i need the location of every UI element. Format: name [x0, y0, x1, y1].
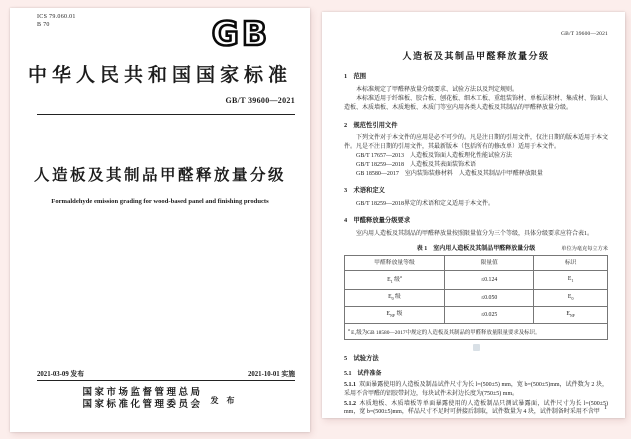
cover-bottom-rule [37, 380, 295, 381]
section-1-paragraph-2: 本标准适用于纤维板、胶合板、刨花板、细木工板、重组装饰材、单板层积材、集成材、饰面人造板、木质墙板、木质地板、木质门等室内用各类人造板及其制品的甲醛释放量分级。 [344, 96, 609, 111]
table-cell-mark: $E_1$ [534, 270, 608, 290]
section-4-paragraph-1: 室内用人造板及其制品的甲醛释放量按照限量值分为三个等级，具体分级要求应符合表1。 [356, 230, 594, 237]
table-cell-limit: ≤0.025 [444, 307, 533, 324]
cover-top-rule [37, 114, 295, 115]
table-header-row [345, 256, 608, 271]
ics-codes [37, 14, 76, 29]
publisher-block [10, 388, 310, 411]
document-title: 人造板及其制品甲醛释放量分级 [402, 50, 550, 61]
section-4-heading: 4 甲醛释放量分级要求 [344, 217, 411, 225]
table-header-grade: 甲醛释放量等级 [345, 256, 445, 271]
table-cell-mark: $E_0$ [534, 290, 608, 307]
table-caption: 表 1 室内用人造板及其制品甲醛释放量分级 [416, 245, 536, 252]
ics-code: ICS 79.060.01 [37, 14, 76, 20]
cover-title-cn: 人造板及其制品甲醛释放量分级 [33, 167, 286, 184]
cover-title-en: Formaldehyde emission grading for wood-based panel and finishing products [51, 198, 269, 205]
content-body [322, 12, 625, 417]
reference-item: GB/T 17657—2013 人造板及饰面人造板理化性能试验方法 [356, 153, 513, 160]
watermark-icon [473, 344, 480, 351]
section-5-1-heading: 5.1 试件准备 [344, 370, 382, 377]
table-cell-mark: $E_{NF}$ [534, 307, 608, 324]
cover-dates [37, 368, 295, 378]
publisher-line-1: 国家市场监督管理总局 [82, 388, 203, 398]
section-2-heading: 2 规范性引用文件 [344, 121, 398, 129]
publisher-line-2: 国家标准化管理委员会 [82, 399, 203, 410]
reference-item: GB 18580—2017 室内装饰装修材料 人造板及其制品中甲醛释放限量 [356, 170, 543, 177]
section-5-heading: 5 试验方法 [344, 355, 379, 363]
section-5-1-2-paragraph: 5.1.2 木质地板、木质墙板等单面暴露使用的人造板制品只测试暴露面，试件尺寸为长 l=(500±5) mm，宽 b=(500±5)mm，样品尺寸不足时可拼接后制取，试件数量为 4 块，试件制备时采用不含甲 [344, 400, 608, 416]
table-cell-grade: $E_1$ 级$^a$ [345, 270, 445, 290]
publish-label: 发 布 [210, 396, 238, 405]
implement-date: 2021-10-01 实施 [247, 371, 295, 378]
cover-page [10, 8, 310, 432]
table-header-limit: 限量值 [444, 256, 533, 271]
section-3-heading: 3 术语和定义 [344, 187, 385, 195]
standard-number: GB/T 39600—2021 [225, 96, 295, 105]
page-number: 1 [604, 405, 607, 411]
section-5-1-1-paragraph: 5.1.1 双面暴露使用的人造板及制品试件尺寸为长 l=(500±5) mm，宽 b=(500±5)mm，试件数为 2 块，采用不含甲醛的铝胶带封边，每块试件未封边长度为(750±5) mm。 [344, 382, 608, 398]
table-cell-grade: $E_0$ 级 [345, 290, 445, 307]
grading-table [344, 255, 608, 340]
table-row [345, 290, 608, 307]
table-header-mark: 标识 [534, 256, 608, 271]
running-header-standard-number: GB/T 39600—2021 [560, 31, 608, 37]
content-page [322, 12, 625, 418]
section-2-paragraph-1: 下列文件对于本文件的应用是必不可少的。凡是注日期的引用文件，仅注日期的版本适用于本文件。凡是不注日期的引用文件，其最新版本（包括所有的修改单）适用于本文件。 [344, 135, 609, 150]
table-row [345, 270, 608, 290]
issue-date: 2021-03-09 发布 [37, 371, 85, 378]
table-cell-limit: ≤0.050 [444, 290, 533, 307]
class-code: B 70 [37, 21, 50, 28]
reference-item: GB/T 18259—2018 人造板及其表面装饰术语 [356, 161, 477, 168]
table-cell-grade: $E_{NF}$ 级 [345, 307, 445, 324]
section-1-paragraph-1: 本标准规定了甲醛释放量分级要求、试验方法以及判定规则。 [356, 86, 519, 93]
section-3-paragraph-1: GB/T 18259—2018界定的术语和定义适用于本文件。 [356, 200, 495, 207]
table-cell-limit: ≤0.124 [444, 270, 533, 290]
national-standard-label: 中华人民共和国国家标准 [27, 65, 292, 86]
table-unit-note: 单位为毫克每立方米 [561, 245, 608, 252]
publisher-names [82, 388, 202, 411]
section-1-heading: 1 范围 [344, 73, 367, 81]
table-footnote: $^a$ E₁级为GB 18580—2017中规定的人造板及其制品的甲醛释放量限量要求及标识。 [345, 323, 608, 339]
table-caption-row [344, 245, 608, 254]
table-row [345, 307, 608, 324]
gb-logo-icon: GB [211, 14, 270, 53]
table-footnote-row [345, 323, 608, 339]
